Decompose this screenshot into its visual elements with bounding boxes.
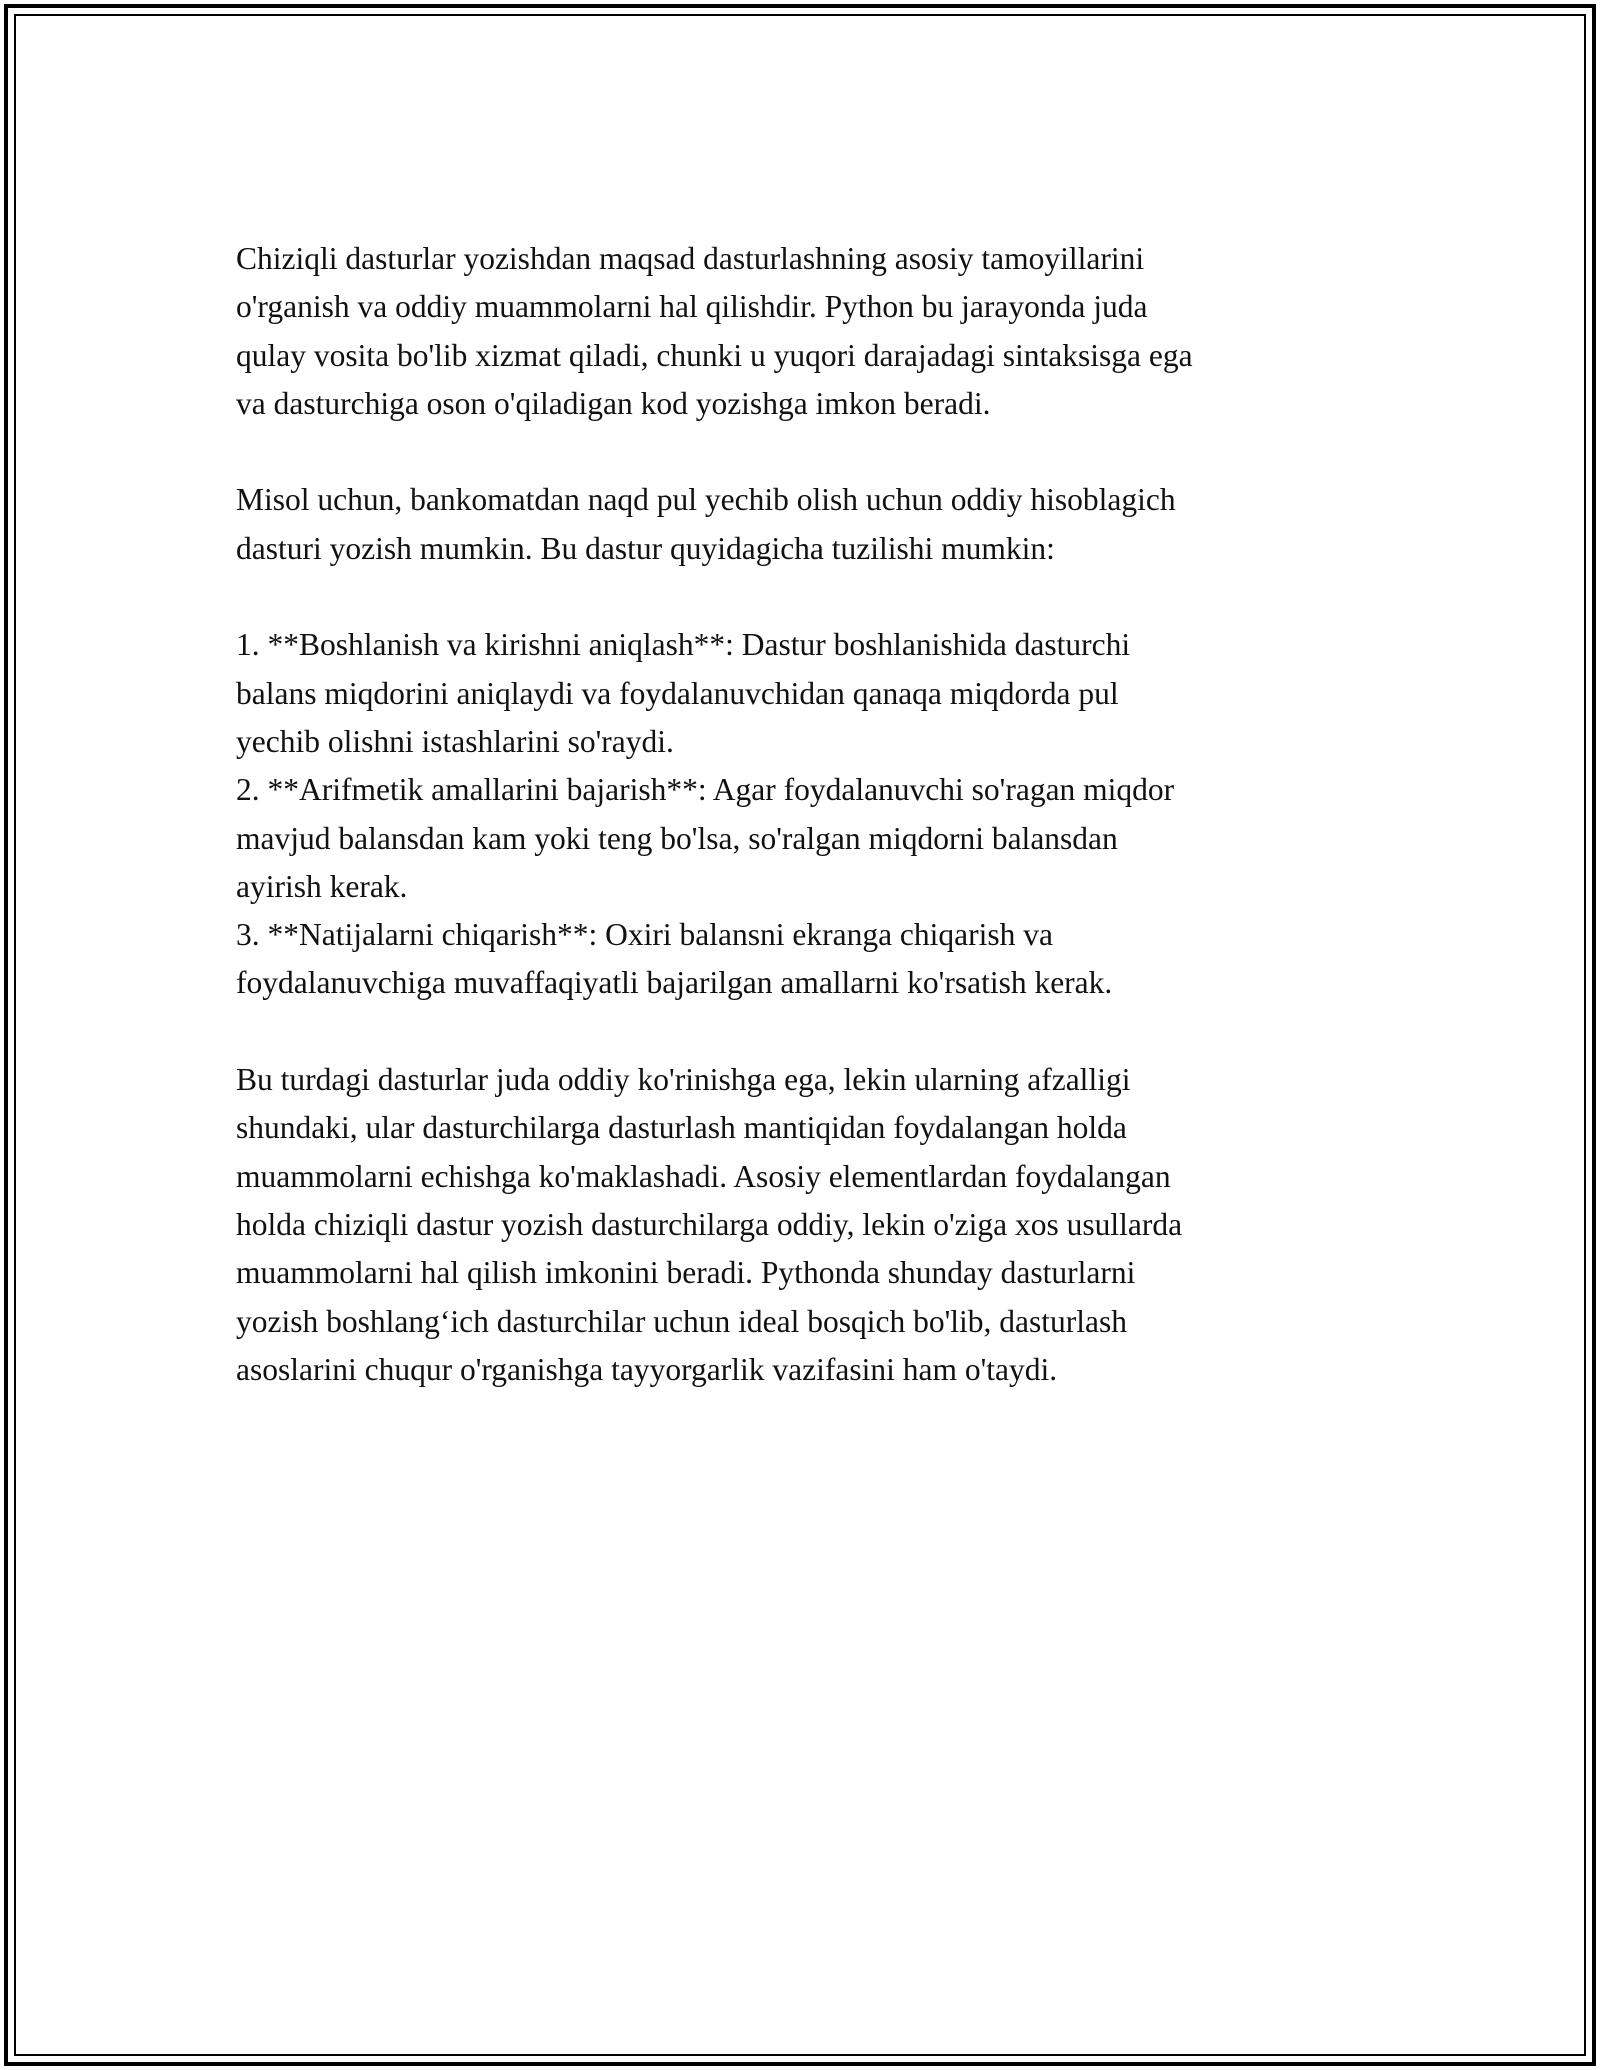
paragraph-intro: Chiziqli dasturlar yozishdan maqsad dasturlashning asosiy tamoyillarini o'rganish va oddiy muammolarni hal qilishdir. Python bu jarayonda juda qulay vosita bo'lib xizmat qiladi, chunki u yuqori darajadagi sintaksisga ega va dasturchiga oson o'qiladigan kod yozishga imkon beradi. — [236, 241, 1193, 421]
paragraph-example: Misol uchun, bankomatdan naqd pul yechib olish uchun oddiy hisoblagich dasturi yozish mumkin. Bu dastur quyidagicha tuzilishi mumkin: — [236, 482, 1176, 566]
document-body — [236, 235, 1376, 1394]
list-item-1: 1. **Boshlanish va kirishni aniqlash**: Dastur boshlanishida dasturchi balans miqdorini aniqlaydi va foydalanuvchidan qanaqa miqdorda pul yechib olishni istashlarini so'raydi. — [236, 627, 1131, 759]
paragraph-spacer — [236, 428, 1376, 476]
list-item-3: 3. **Natijalarni chiqarish**: Oxiri balansni ekranga chiqarish va foydalanuvchiga muvaffaqiyatli bajarilgan amallarni ko'rsatish kerak. — [236, 917, 1113, 1001]
paragraph-conclusion: Bu turdagi dasturlar juda oddiy ko'rinishga ega, lekin ularning afzalligi shundaki, ular dasturchilarga dasturlash mantiqidan foydalangan holda muammolarni echishga ko'maklashadi. Asosiy elementlardan foydalangan holda chiziqli dastur yozish dasturchilarga oddiy, lekin o'ziga xos usullarda muammolarni hal qilish imkonini beradi. Pythonda shunday dasturlarni yozish boshlang‘ich dasturchilar uchun ideal bosqich bo'lib, dasturlash asoslarini chuqur o'rganishga tayyorgarlik vazifasini ham o'taydi. — [236, 1062, 1183, 1387]
paragraph-spacer — [236, 573, 1376, 621]
list-item-2: 2. **Arifmetik amallarini bajarish**: Agar foydalanuvchi so'ragan miqdor mavjud balansdan kam yoki teng bo'lsa, so'ralgan miqdorni balansdan ayirish kerak. — [236, 772, 1175, 904]
paragraph-spacer — [236, 1008, 1376, 1056]
